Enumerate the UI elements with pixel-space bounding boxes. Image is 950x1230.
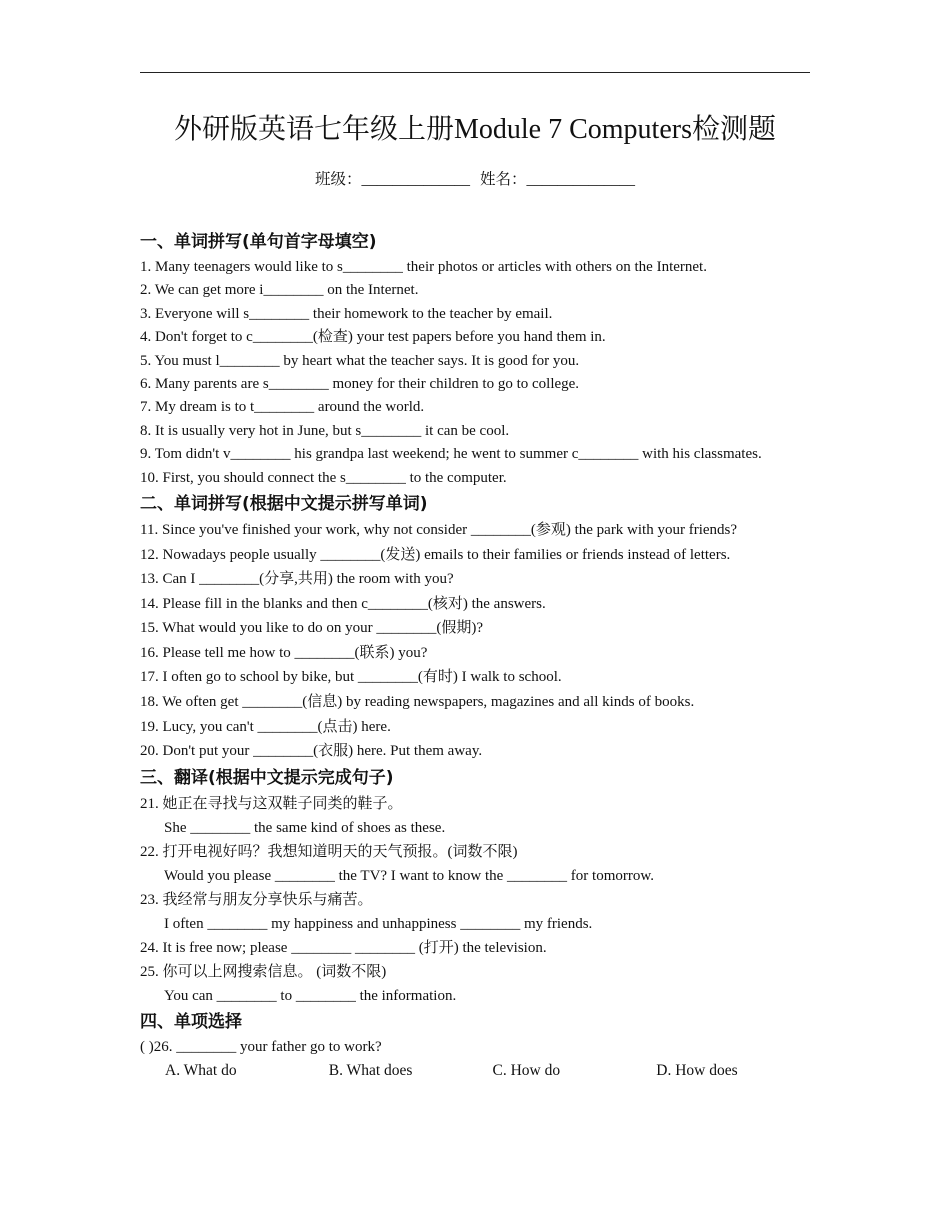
top-rule — [140, 72, 810, 73]
question-14: 14. Please fill in the blanks and then c________(核对) the answers. — [140, 595, 546, 612]
question-22-prompt: 22. 打开电视好吗？我想知道明天的天气预报。(词数不限) — [140, 843, 518, 860]
student-info — [140, 168, 810, 192]
question-16: 16. Please tell me how to ________(联系) you? — [140, 644, 428, 661]
option-d: D. How does — [656, 1062, 738, 1080]
question-17: 17. I often go to school by bike, but ________(有时) I walk to school. — [140, 669, 562, 686]
question-8: 8. It is usually very hot in June, but s________ it can be cool. — [140, 422, 510, 439]
class-field: 班级：______________ — [314, 171, 470, 188]
section-heading: 二、单词拼写(根据中文提示拼写单词) — [140, 493, 428, 514]
question-21-prompt: 21. 她正在寻找与这双鞋子同类的鞋子。 — [140, 795, 403, 812]
page-title: 外研版英语七年级上册Module 7 Computers检测题 — [174, 114, 776, 145]
question-1: 1. Many teenagers would like to s________ their photos or articles with others on the Internet. — [140, 259, 707, 275]
option-a: A. What do — [165, 1062, 237, 1080]
section-translation — [140, 764, 820, 1008]
question-7: 7. My dream is to t________ around the world. — [140, 399, 425, 416]
question-10: 10. First, you should connect the s________ to the computer. — [140, 469, 507, 486]
question-23-answer: I often ________ my happiness and unhappiness ________ my friends. — [164, 915, 593, 932]
section-heading: 一、单词拼写(单句首字母填空) — [140, 232, 377, 252]
question-26: ( )26. ________ your father go to work? — [140, 1038, 382, 1055]
question-20: 20. Don't put your ________(衣服) here. Put them away. — [140, 743, 483, 760]
section-spelling-chinese-hint — [140, 490, 820, 764]
section-multiple-choice — [140, 1008, 820, 1083]
question-25-answer: You can ________ to ________ the information. — [164, 987, 457, 1004]
exam-content — [140, 226, 820, 1083]
answer-options — [140, 1059, 820, 1083]
question-9: 9. Tom didn't v________ his grandpa last weekend; he went to summer c________ with his classmates. — [140, 446, 762, 463]
question-13: 13. Can I ________(分享,共用) the room with you? — [140, 571, 454, 588]
question-21-answer: She ________ the same kind of shoes as these. — [164, 819, 446, 836]
question-24: 24. It is free now; please ________ ________ (打开) the television. — [140, 939, 547, 956]
option-c: C. How do — [492, 1062, 561, 1080]
section-heading: 三、翻译(根据中文提示完成句子) — [140, 767, 394, 788]
question-4: 4. Don't forget to c________(检查) your test papers before you hand them in. — [140, 329, 606, 346]
question-23-prompt: 23. 我经常与朋友分享快乐与痛苦。 — [140, 891, 373, 908]
question-6: 6. Many parents are s________ money for their children to go to college. — [140, 375, 580, 392]
question-19: 19. Lucy, you can't ________(点击) here. — [140, 718, 391, 735]
section-heading: 四、单项选择 — [140, 1011, 242, 1032]
option-b: B. What does — [328, 1062, 413, 1080]
question-25-prompt: 25. 你可以上网搜索信息。 (词数不限) — [140, 963, 387, 980]
name-field: 姓名：______________ — [480, 171, 636, 188]
question-12: 12. Nowadays people usually ________(发送) emails to their families or friends instead of letters. — [140, 546, 731, 563]
question-15: 15. What would you like to do on your ________(假期)? — [140, 620, 484, 637]
section-spelling-initial — [140, 228, 820, 490]
question-2: 2. We can get more i________ on the Internet. — [140, 282, 419, 299]
question-11: 11. Since you've finished your work, why not consider ________(参观) the park with your friends? — [140, 521, 738, 538]
question-5: 5. You must l________ by heart what the teacher says. It is good for you. — [140, 352, 580, 369]
question-22-answer: Would you please ________ the TV? I want to know the ________ for tomorrow. — [164, 867, 654, 884]
question-3: 3. Everyone will s________ their homework to the teacher by email. — [140, 305, 553, 322]
question-18: 18. We often get ________(信息) by reading newspapers, magazines and all kinds of books. — [140, 694, 695, 711]
